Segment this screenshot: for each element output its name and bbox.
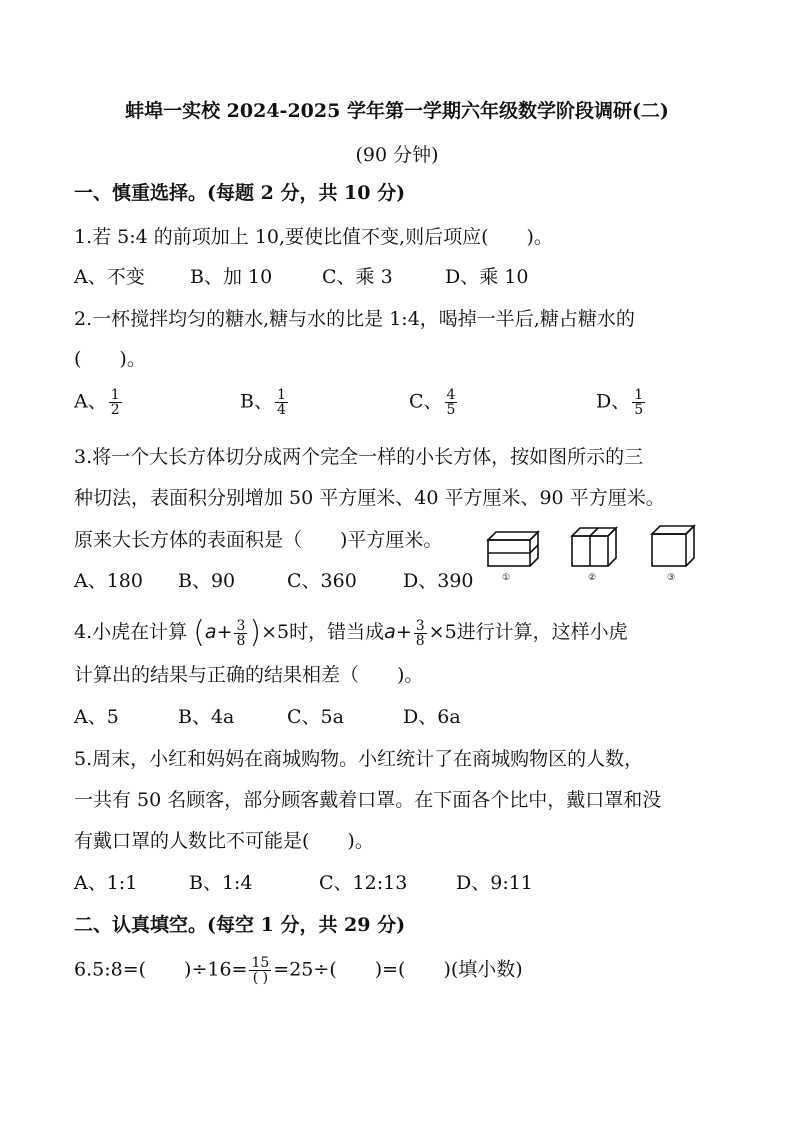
- q2-option-d-fraction: [632, 388, 645, 417]
- q4-prefix: 4.小虎在计算: [74, 621, 188, 643]
- q3-text-line2: 种切法，表面积分别增加 50 平方厘米、40 平方厘米、90 平方厘米。: [74, 487, 665, 509]
- q3-option-d: D、390: [403, 570, 474, 592]
- q4-suffix: 进行计算，这样小虎: [456, 621, 628, 643]
- fraction-3-8: [234, 619, 247, 648]
- q3-text-line3: 原来大长方体的表面积是（ )平方厘米。: [74, 529, 443, 551]
- right-paren: ): [249, 615, 262, 650]
- q5-option-c: C、12:13: [319, 872, 408, 894]
- cuboid-figure-3: [652, 526, 694, 566]
- q2-option-d: [596, 388, 647, 417]
- q3-text-line1: 3.将一个大长方体切分成两个完全一样的小长方体，按如图所示的三: [74, 446, 644, 468]
- q3-option-b: B、90: [178, 570, 236, 592]
- cuboid-figure-1: [488, 532, 538, 566]
- plus-sign: +: [395, 621, 412, 643]
- q5-option-b: B、1:4: [189, 872, 253, 894]
- q1-option-b: B、加 10: [190, 266, 273, 288]
- q2-text-line2: ( )。: [74, 348, 146, 370]
- q4-text-line1: [74, 615, 628, 650]
- q4-middle: 时，错当成: [289, 621, 385, 643]
- q2-option-c-fraction: [445, 388, 458, 417]
- fraction-denominator: 5: [634, 402, 644, 418]
- q3-option-a: A、180: [74, 570, 143, 592]
- q2-option-b-fraction: [275, 388, 288, 417]
- q2-option-d-label: D、: [596, 390, 631, 413]
- fraction-numerator: 4: [446, 387, 456, 403]
- q4-option-d: D、6a: [403, 706, 461, 728]
- q2-option-a: [74, 388, 124, 417]
- fraction-numerator: 1: [276, 387, 286, 403]
- q5-text-line1: 5.周末，小红和妈妈在商城购物。小红统计了在商城购物区的人数，: [74, 748, 644, 770]
- q2-option-c-label: C、: [409, 390, 443, 413]
- fraction-denominator: 5: [446, 402, 456, 418]
- variable-a: a: [204, 621, 217, 643]
- plus-sign: +: [216, 621, 233, 643]
- figure-label-3: ③: [666, 573, 676, 583]
- cuboid-figure-2: [572, 528, 616, 566]
- q5-option-a: A、1:1: [74, 872, 138, 894]
- q6-before: 6.5:8=( )÷16=: [74, 958, 248, 981]
- q1-text: 1.若 5:4 的前项加上 10,要使比值不变,则后项应( )。: [74, 226, 553, 248]
- q4-option-a: A、5: [74, 706, 119, 728]
- fraction-numerator: 1: [634, 387, 644, 403]
- q5-option-d: D、9:11: [456, 872, 533, 894]
- q2-option-a-fraction: [109, 388, 122, 417]
- left-paren: (: [193, 615, 205, 650]
- q1-option-a: A、不变: [74, 266, 145, 288]
- fraction-denominator: 2: [110, 402, 120, 418]
- fraction-numerator: 15: [251, 955, 270, 971]
- q4-option-b: B、4a: [178, 706, 235, 728]
- figure-label-1: ①: [501, 573, 511, 583]
- cuboid-cut-figures: [482, 524, 702, 584]
- q2-text-line1: 2.一杯搅拌均匀的糖水,糖与水的比是 1:4，喝掉一半后,糖占糖水的: [74, 308, 635, 330]
- q2-option-b-label: B、: [240, 390, 273, 413]
- q1-option-c: C、乘 3: [322, 266, 393, 288]
- fraction-numerator: 1: [110, 387, 120, 403]
- fraction-denominator: ( ): [252, 970, 269, 986]
- variable-a: a: [384, 621, 396, 643]
- times-five: ×5: [261, 621, 290, 643]
- fraction-denominator: 8: [415, 632, 425, 649]
- q6-after: =25÷( )=( )(填小数): [273, 958, 523, 981]
- exam-duration: (90 分钟): [355, 144, 439, 166]
- exam-title: 蚌埠一实校 2024-2025 学年第一学期六年级数学阶段调研(二): [125, 100, 669, 122]
- q2-option-c: [409, 388, 459, 417]
- q2-option-a-label: A、: [74, 390, 107, 413]
- q4-option-c: C、5a: [287, 706, 344, 728]
- q3-option-c: C、360: [287, 570, 357, 592]
- q1-option-d: D、乘 10: [445, 266, 529, 288]
- q6-text: [74, 956, 523, 985]
- section2-heading: 二、认真填空。(每空 1 分，共 29 分): [74, 914, 406, 936]
- q6-fraction: [249, 956, 271, 985]
- figure-label-2: ②: [587, 573, 597, 583]
- q5-text-line2: 一共有 50 名顾客，部分顾客戴着口罩。在下面各个比中，戴口罩和没: [74, 789, 662, 811]
- fraction-3-8: [414, 619, 427, 648]
- times-five: ×5: [428, 621, 457, 643]
- fraction-denominator: 4: [276, 402, 286, 418]
- q4-text-line2: 计算出的结果与正确的结果相差（ )。: [74, 664, 424, 686]
- fraction-numerator: 3: [236, 617, 246, 634]
- fraction-denominator: 8: [236, 632, 246, 649]
- section1-heading: 一、慎重选择。(每题 2 分，共 10 分): [74, 182, 406, 204]
- q5-text-line3: 有戴口罩的人数比不可能是( )。: [74, 830, 374, 852]
- fraction-numerator: 3: [415, 617, 425, 634]
- q2-option-b: [240, 388, 290, 417]
